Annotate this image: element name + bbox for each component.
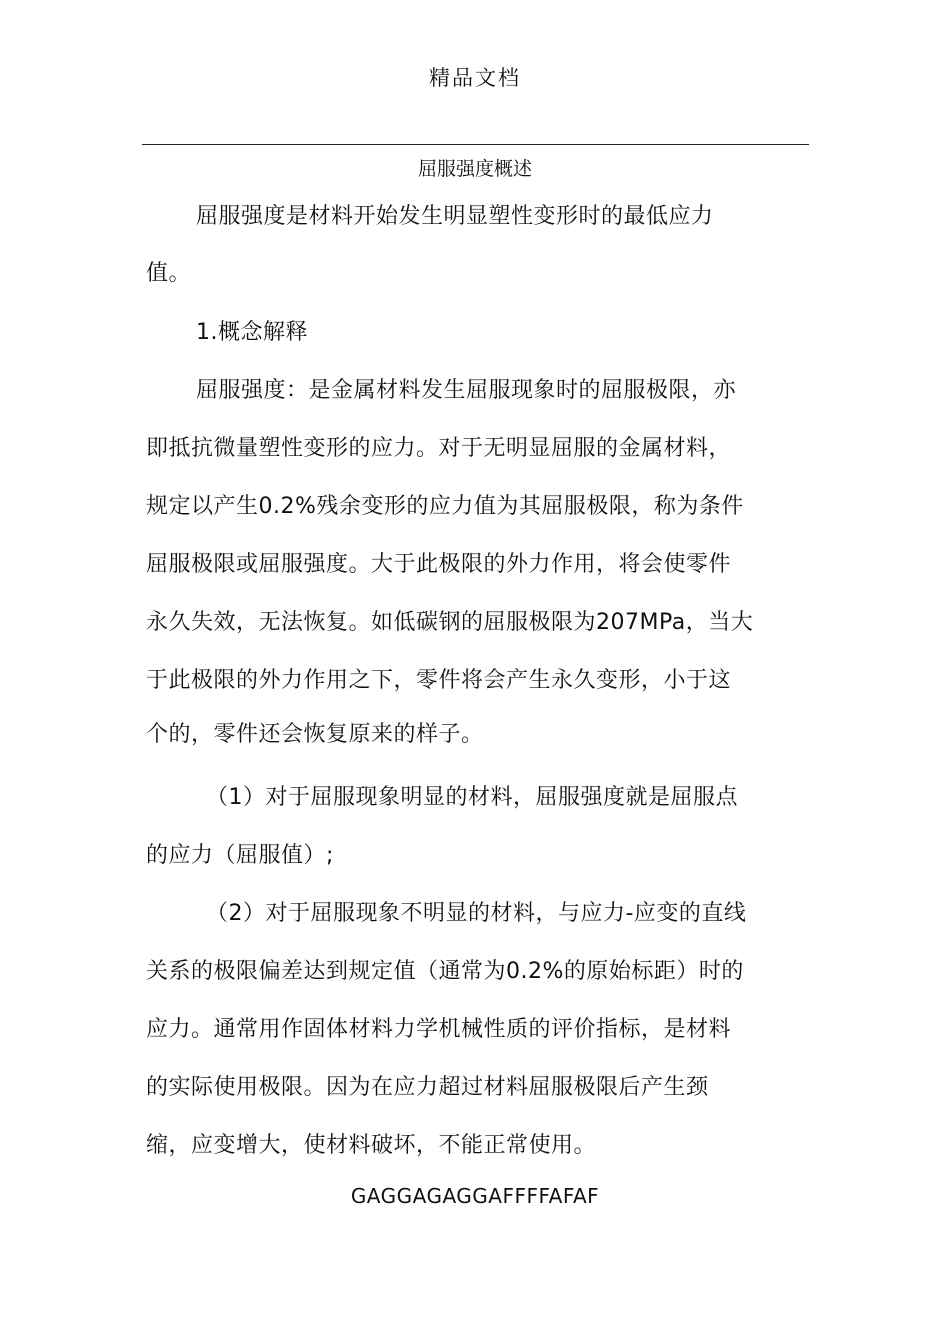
body-line: 的应力（屈服值）; <box>146 843 334 868</box>
body-line: 的实际使用极限。因为在应力超过材料屈服极限后产生颈 <box>146 1075 709 1100</box>
body-line: 规定以产生0.2%残余变形的应力值为其屈服极限，称为条件 <box>146 494 744 519</box>
body-line: 缩，应变增大，使材料破坏，不能正常使用。 <box>146 1133 597 1158</box>
document-body <box>146 188 810 1168</box>
document-title: 屈服强度概述 <box>417 158 532 180</box>
section-heading: 1.概念解释 <box>196 320 308 345</box>
body-line: 即抵抗微量塑性变形的应力。对于无明显屈服的金属材料， <box>146 436 732 461</box>
body-line: 屈服强度：是金属材料发生屈服现象时的屈服极限，亦 <box>196 378 737 403</box>
header-divider <box>142 144 809 145</box>
list-item: （2）对于屈服现象不明显的材料，与应力-应变的直线 <box>206 901 747 926</box>
body-line: 值。 <box>146 261 192 286</box>
footer-code: GAGGAGAGGAFFFFAFAF <box>350 1184 600 1208</box>
body-line: 屈服强度是材料开始发生明显塑性变形时的最低应力 <box>196 204 714 229</box>
body-line: 于此极限的外力作用之下，零件将会产生永久变形，小于这 <box>146 668 732 693</box>
body-line: 永久失效，无法恢复。如低碳钢的屈服极限为207MPa，当大 <box>146 610 754 635</box>
list-item: （1）对于屈服现象明显的材料，屈服强度就是屈服点 <box>206 785 738 810</box>
body-line: 关系的极限偏差达到规定值（通常为0.2%的原始标距）时的 <box>146 959 744 984</box>
body-line: 个的，零件还会恢复原来的样子。 <box>146 722 484 747</box>
body-line: 屈服极限或屈服强度。大于此极限的外力作用，将会使零件 <box>146 552 732 577</box>
header-title: 精品文档 <box>429 66 521 90</box>
body-line: 应力。通常用作固体材料力学机械性质的评价指标，是材料 <box>146 1017 732 1042</box>
